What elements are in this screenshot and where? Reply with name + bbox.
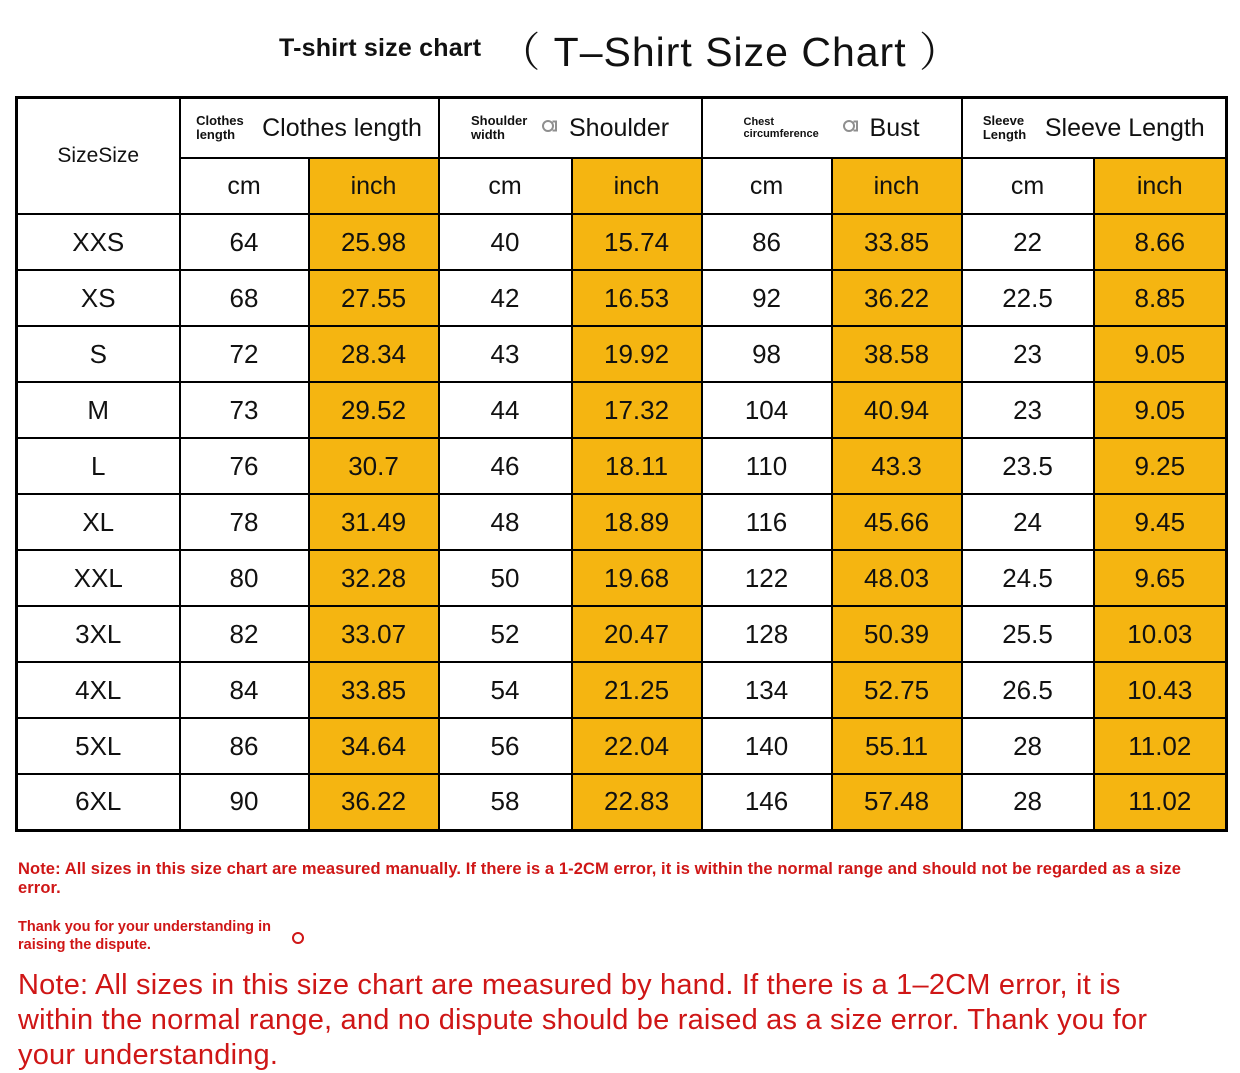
inch-value-cell: 57.48	[832, 774, 962, 830]
inch-value-cell: 9.65	[1094, 550, 1227, 606]
sleeve-length-small-label: Sleeve Length	[982, 112, 1027, 142]
note-manual-measure: Note: All sizes in this size chart are measured manually. If there is a 1-2CM error, it is within the normal range and should not be regarded as a size error.	[18, 859, 1182, 897]
table-row	[17, 718, 1227, 774]
table-row	[17, 774, 1227, 830]
cm-value-cell: 43	[439, 326, 572, 382]
cm-value-cell: 42	[439, 270, 572, 326]
notes-section	[18, 860, 1240, 1073]
inch-value-cell: 19.68	[572, 550, 702, 606]
inch-value-cell: 22.83	[572, 774, 702, 830]
inch-value-cell: 22.04	[572, 718, 702, 774]
size-chart-table	[15, 96, 1228, 832]
inch-value-cell: 8.66	[1094, 214, 1227, 270]
table-row	[17, 494, 1227, 550]
inch-value-cell: 52.75	[832, 662, 962, 718]
size-cell: 6XL	[17, 774, 180, 830]
unit-inch-header: inch	[1094, 158, 1227, 214]
cm-value-cell: 52	[439, 606, 572, 662]
unit-inch-header: inch	[832, 158, 962, 214]
inch-value-cell: 9.25	[1094, 438, 1227, 494]
cm-value-cell: 116	[702, 494, 832, 550]
inch-value-cell: 8.85	[1094, 270, 1227, 326]
cm-value-cell: 24.5	[962, 550, 1094, 606]
inch-value-cell: 10.43	[1094, 662, 1227, 718]
cm-value-cell: 82	[180, 606, 309, 662]
inch-value-cell: 30.7	[309, 438, 439, 494]
table-row	[17, 606, 1227, 662]
cm-value-cell: 56	[439, 718, 572, 774]
cm-value-cell: 54	[439, 662, 572, 718]
unit-inch-header: inch	[572, 158, 702, 214]
inch-value-cell: 36.22	[832, 270, 962, 326]
cm-value-cell: 86	[702, 214, 832, 270]
header-unit-row	[17, 158, 1227, 214]
cm-value-cell: 98	[702, 326, 832, 382]
cm-value-cell: 44	[439, 382, 572, 438]
cm-value-cell: 80	[180, 550, 309, 606]
cm-value-cell: 72	[180, 326, 309, 382]
unit-cm-header: cm	[439, 158, 572, 214]
cm-value-cell: 25.5	[962, 606, 1094, 662]
shoulder-header	[439, 98, 702, 159]
clothes-length-large-label: Clothes length	[262, 113, 422, 142]
size-cell: XXS	[17, 214, 180, 270]
note-thanks-small	[18, 918, 280, 954]
shoulder-width-small-label: Shoulder width	[470, 112, 528, 142]
bust-large-label: Bust	[869, 113, 920, 142]
table-row	[17, 214, 1227, 270]
cm-value-cell: 84	[180, 662, 309, 718]
cm-value-cell: 64	[180, 214, 309, 270]
cm-value-cell: 58	[439, 774, 572, 830]
size-cell: XS	[17, 270, 180, 326]
unit-cm-header: cm	[962, 158, 1094, 214]
cm-value-cell: 28	[962, 718, 1094, 774]
cm-value-cell: 128	[702, 606, 832, 662]
cm-value-cell: 40	[439, 214, 572, 270]
inch-value-cell: 16.53	[572, 270, 702, 326]
inch-value-cell: 36.22	[309, 774, 439, 830]
table-row	[17, 270, 1227, 326]
unit-cm-header: cm	[180, 158, 309, 214]
clothes-length-header	[180, 98, 439, 159]
inch-value-cell: 48.03	[832, 550, 962, 606]
inch-value-cell: 33.85	[832, 214, 962, 270]
cm-value-cell: 146	[702, 774, 832, 830]
inch-value-cell: 18.11	[572, 438, 702, 494]
inch-value-cell: 9.05	[1094, 326, 1227, 382]
inch-value-cell: 31.49	[309, 494, 439, 550]
title-english-bold: T-shirt size chart	[278, 33, 482, 62]
inch-value-cell: 17.32	[572, 382, 702, 438]
cm-value-cell: 140	[702, 718, 832, 774]
table-row	[17, 438, 1227, 494]
note-large-red: Note: All sizes in this size chart are measured by hand. If there is a 1–2CM error, it is within the normal range, and no dispute should be raised as a size error. Thank you for your understanding.	[18, 968, 1148, 1071]
title-parenthetical: （ T–Shirt Size Chart ）	[499, 28, 961, 75]
table-row	[17, 662, 1227, 718]
size-cell: M	[17, 382, 180, 438]
table-row	[17, 326, 1227, 382]
unit-cm-header: cm	[702, 158, 832, 214]
sleeve-length-header	[962, 98, 1227, 159]
cm-value-cell: 23.5	[962, 438, 1094, 494]
size-cell: S	[17, 326, 180, 382]
size-cell: 3XL	[17, 606, 180, 662]
cm-value-cell: 78	[180, 494, 309, 550]
cm-value-cell: 110	[702, 438, 832, 494]
size-cell: XL	[17, 494, 180, 550]
cm-value-cell: 28	[962, 774, 1094, 830]
inch-value-cell: 45.66	[832, 494, 962, 550]
cm-value-cell: 46	[439, 438, 572, 494]
inch-value-cell: 9.45	[1094, 494, 1227, 550]
cm-value-cell: 22.5	[962, 270, 1094, 326]
inch-value-cell: 43.3	[832, 438, 962, 494]
cm-value-cell: 48	[439, 494, 572, 550]
table-row	[17, 382, 1227, 438]
inch-value-cell: 11.02	[1094, 774, 1227, 830]
inch-value-cell: 27.55	[309, 270, 439, 326]
cm-value-cell: 134	[702, 662, 832, 718]
cm-value-cell: 26.5	[962, 662, 1094, 718]
inch-value-cell: 18.89	[572, 494, 702, 550]
note-thanks-text: Thank you for your understanding in raising the dispute.	[18, 918, 271, 953]
cm-value-cell: 90	[180, 774, 309, 830]
inch-value-cell: 40.94	[832, 382, 962, 438]
bust-header	[702, 98, 962, 159]
cm-value-cell: 73	[180, 382, 309, 438]
inch-value-cell: 25.98	[309, 214, 439, 270]
inch-value-cell: 55.11	[832, 718, 962, 774]
inch-value-cell: 34.64	[309, 718, 439, 774]
chest-circumference-small-label: Chest circumference	[743, 115, 819, 140]
shoulder-large-label: Shoulder	[568, 113, 670, 142]
cm-value-cell: 86	[180, 718, 309, 774]
inch-value-cell: 29.52	[309, 382, 439, 438]
inch-value-cell: 15.74	[572, 214, 702, 270]
sleeve-length-large-label: Sleeve Length	[1044, 113, 1205, 142]
unit-inch-header: inch	[309, 158, 439, 214]
inch-value-cell: 32.28	[309, 550, 439, 606]
cm-value-cell: 50	[439, 550, 572, 606]
cm-value-cell: 76	[180, 438, 309, 494]
cm-value-cell: 22	[962, 214, 1094, 270]
inch-value-cell: 11.02	[1094, 718, 1227, 774]
cm-value-cell: 68	[180, 270, 309, 326]
inch-value-cell: 33.85	[309, 662, 439, 718]
inch-value-cell: 9.05	[1094, 382, 1227, 438]
table-row	[17, 550, 1227, 606]
cm-value-cell: 23	[962, 326, 1094, 382]
cm-value-cell: 104	[702, 382, 832, 438]
clothes-length-small-label: Clothes length	[196, 112, 244, 142]
size-cell: XXL	[17, 550, 180, 606]
inch-value-cell: 28.34	[309, 326, 439, 382]
size-cell: 4XL	[17, 662, 180, 718]
cm-value-cell: 23	[962, 382, 1094, 438]
inch-value-cell: 38.58	[832, 326, 962, 382]
inch-value-cell: 50.39	[832, 606, 962, 662]
inch-value-cell: 33.07	[309, 606, 439, 662]
inch-value-cell: 10.03	[1094, 606, 1227, 662]
page-title	[0, 0, 1240, 96]
cm-value-cell: 122	[702, 550, 832, 606]
size-cell: 5XL	[17, 718, 180, 774]
inch-value-cell: 19.92	[572, 326, 702, 382]
cm-value-cell: 24	[962, 494, 1094, 550]
inch-value-cell: 21.25	[572, 662, 702, 718]
circle-o-icon	[292, 932, 304, 944]
chest-measure-icon	[842, 117, 860, 140]
header-group-row	[17, 98, 1227, 159]
size-column-header: SizeSize	[17, 98, 180, 215]
shoulder-measure-icon	[541, 117, 559, 140]
size-cell: L	[17, 438, 180, 494]
inch-value-cell: 20.47	[572, 606, 702, 662]
cm-value-cell: 92	[702, 270, 832, 326]
